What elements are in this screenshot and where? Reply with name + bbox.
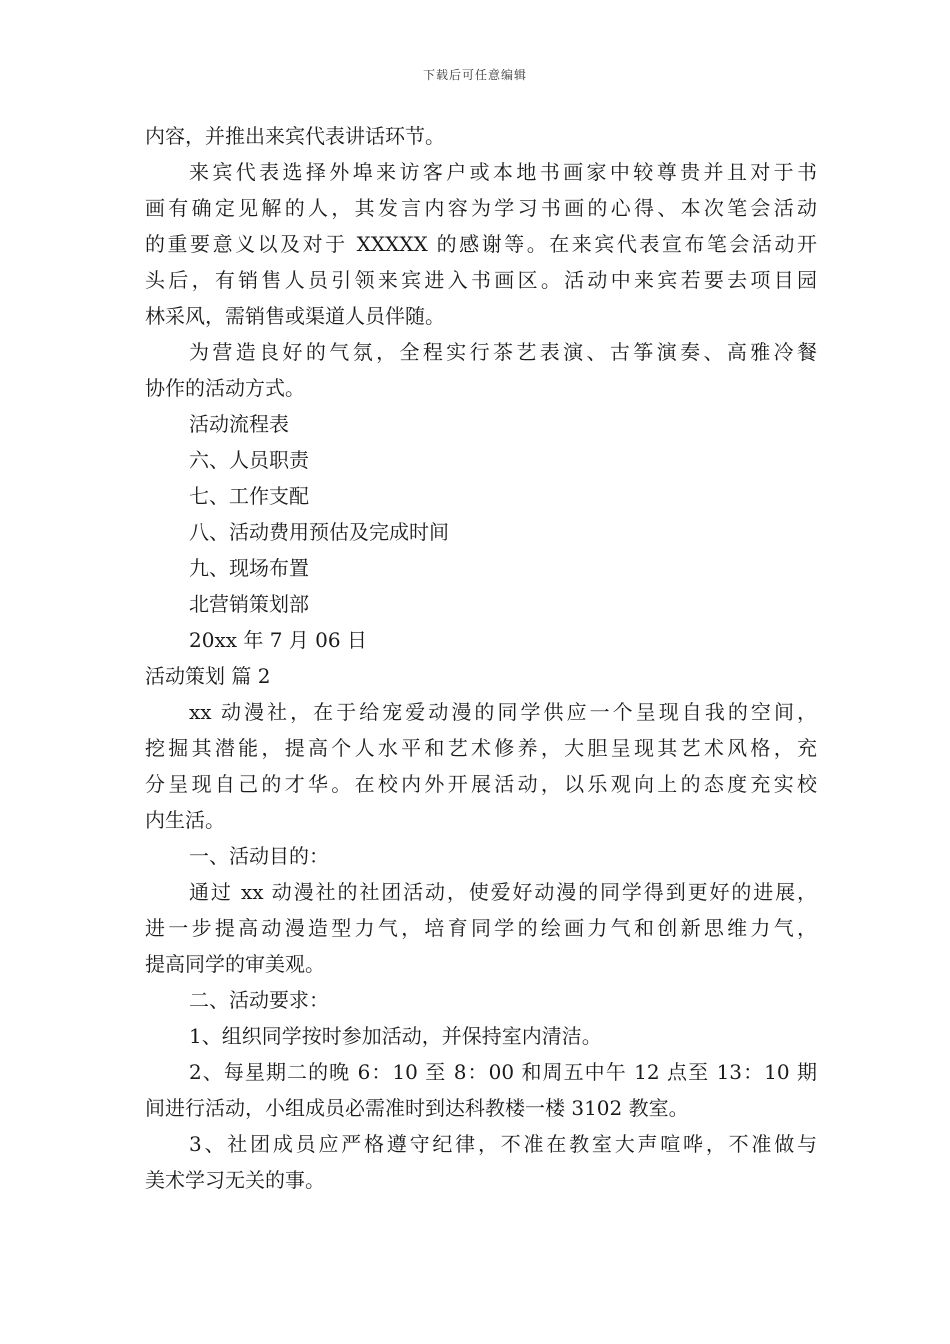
paragraph bbox=[145, 694, 817, 838]
text-line: 九、现场布置 bbox=[189, 556, 309, 580]
text-line: 八、活动费用预估及完成时间 bbox=[189, 520, 449, 544]
paragraph bbox=[145, 838, 817, 874]
paragraph bbox=[145, 154, 817, 334]
document-body bbox=[145, 118, 817, 1198]
paragraph bbox=[145, 550, 817, 586]
paragraph bbox=[145, 622, 817, 658]
text-line: 分呈现自己的才华。在校内外开展活动，以乐观向上的态度充实校 bbox=[145, 772, 817, 796]
paragraph bbox=[145, 874, 817, 982]
paragraph bbox=[145, 1126, 817, 1198]
text-line: 林采风，需销售或渠道人员伴随。 bbox=[145, 304, 445, 328]
text-line: 内生活。 bbox=[145, 808, 225, 832]
paragraph bbox=[145, 658, 817, 694]
paragraph bbox=[145, 514, 817, 550]
text-line: 活动策划 篇 2 bbox=[145, 664, 271, 688]
text-line: 七、工作支配 bbox=[189, 484, 309, 508]
paragraph bbox=[145, 478, 817, 514]
text-line: 协作的活动方式。 bbox=[145, 376, 305, 400]
paragraph bbox=[145, 118, 817, 154]
text-line: 为营造良好的气氛，全程实行茶艺表演、古筝演奏、高雅冷餐 bbox=[189, 340, 817, 364]
text-line: 1、组织同学按时参加活动，并保持室内清洁。 bbox=[189, 1024, 602, 1048]
page-header-note: 下载后可任意编辑 bbox=[422, 68, 527, 82]
paragraph bbox=[145, 442, 817, 478]
text-line: 六、人员职责 bbox=[189, 448, 309, 472]
text-line: xx 动漫社，在于给宠爱动漫的同学供应一个呈现自我的空间， bbox=[189, 700, 817, 724]
text-line: 3、社团成员应严格遵守纪律，不准在教室大声喧哗，不准做与 bbox=[189, 1132, 817, 1156]
text-line: 2、每星期二的晚 6：10 至 8：00 和周五中午 12 点至 13：10 期 bbox=[189, 1060, 817, 1084]
text-line: 来宾代表选择外埠来访客户或本地书画家中较尊贵并且对于书 bbox=[189, 160, 817, 184]
text-line: 挖掘其潜能，提高个人水平和艺术修养，大胆呈现其艺术风格，充 bbox=[145, 736, 817, 760]
text-line: 头后，有销售人员引领来宾进入书画区。活动中来宾若要去项目园 bbox=[145, 268, 817, 292]
paragraph bbox=[145, 586, 817, 622]
text-line: 一、活动目的： bbox=[189, 844, 329, 868]
text-line: 提高同学的审美观。 bbox=[145, 952, 325, 976]
paragraph bbox=[145, 982, 817, 1018]
text-line: 间进行活动，小组成员必需准时到达科教楼一楼 3102 教室。 bbox=[145, 1096, 689, 1120]
text-line: 20xx 年 7 月 06 日 bbox=[189, 628, 367, 652]
text-line: 二、活动要求： bbox=[189, 988, 329, 1012]
text-line: 内容，并推出来宾代表讲话环节。 bbox=[145, 124, 445, 148]
paragraph bbox=[145, 1054, 817, 1126]
text-line: 的重要意义以及对于 XXXXX 的感谢等。在来宾代表宣布笔会活动开 bbox=[145, 232, 817, 256]
text-line: 进一步提高动漫造型力气，培育同学的绘画力气和创新思维力气， bbox=[145, 916, 817, 940]
text-line: 活动流程表 bbox=[189, 412, 289, 436]
paragraph bbox=[145, 334, 817, 406]
paragraph bbox=[145, 406, 817, 442]
paragraph bbox=[145, 1018, 817, 1054]
text-line: 美术学习无关的事。 bbox=[145, 1168, 325, 1192]
text-line: 通过 xx 动漫社的社团活动，使爱好动漫的同学得到更好的进展， bbox=[189, 880, 817, 904]
text-line: 北营销策划部 bbox=[189, 592, 309, 616]
text-line: 画有确定见解的人，其发言内容为学习书画的心得、本次笔会活动 bbox=[145, 196, 817, 220]
